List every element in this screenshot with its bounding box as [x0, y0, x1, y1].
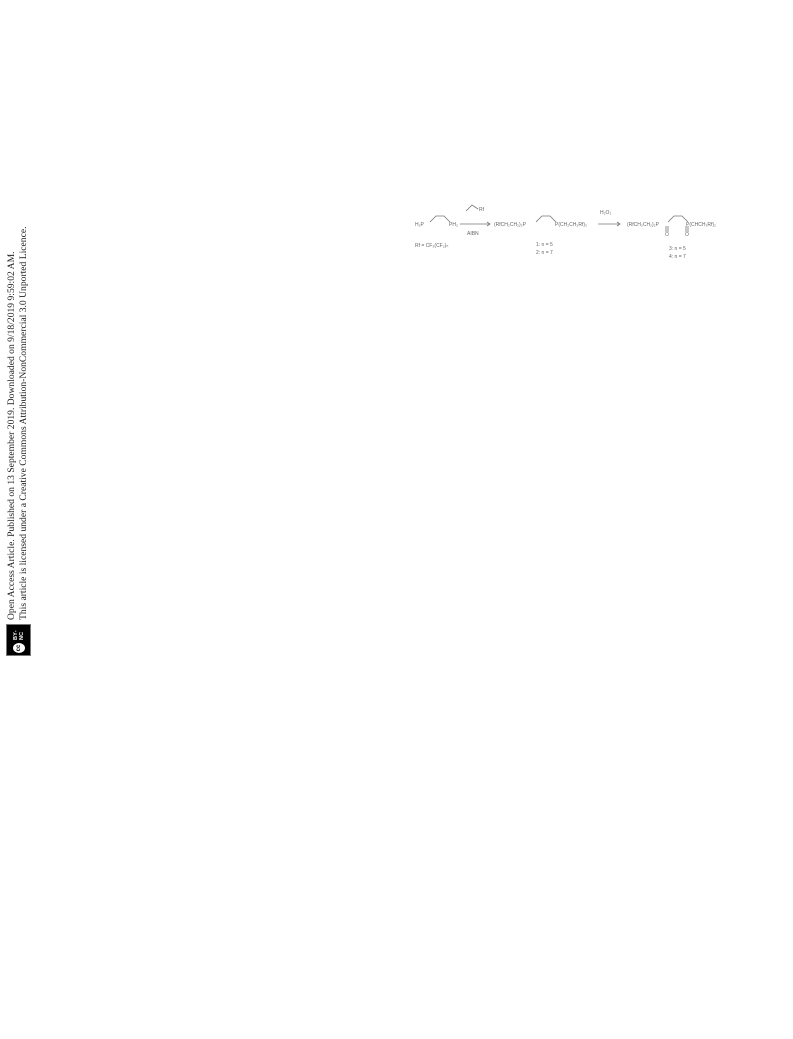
reagent-rf-label: Rf [479, 207, 484, 213]
compound-label-2: 2: n = 7 [536, 250, 553, 256]
licence-notice[interactable]: This article is licensed under a Creative Commons Attribution-NonCommercial 3.0 Unported Licence. [18, 226, 29, 620]
rf-definition: Rf = CF₃(CF₂)ₙ [415, 243, 449, 249]
open-access-notice [0, 0, 50, 1039]
product-oxygen-right: O [685, 232, 689, 238]
compound-label-1: 1: n = 5 [536, 242, 553, 248]
publication-notice: Open Access Article. Published on 13 September 2019. Downloaded on 9/18/2019 9:59:02 AM. [6, 251, 17, 620]
cc-by-nc-badge[interactable] [6, 624, 31, 656]
product-left-group: (RfCH₂CH₂)₂P [627, 222, 659, 228]
compound-label-3: 3: n = 5 [669, 246, 686, 252]
cc-icon: cc [12, 642, 26, 654]
reaction-scheme [410, 198, 790, 278]
product-right-group: P(CHCH₂Rf)₂ [686, 222, 716, 228]
start-left-group: H₂P [415, 222, 424, 228]
reagent-h2o2: H₂O₂ [600, 210, 612, 216]
product-oxygen-left: O [665, 232, 669, 238]
intermediate-left-group: (RfCH₂CH₂)₂P [494, 222, 526, 228]
cc-badge-text: BY-NC [12, 630, 25, 641]
compound-label-4: 4: n = 7 [669, 254, 686, 260]
intermediate-right-group: P(CH₂CH₂Rf)₂ [555, 222, 587, 228]
reagent-aibn: AIBN [467, 231, 479, 237]
start-right-group: PH₂ [449, 222, 458, 228]
